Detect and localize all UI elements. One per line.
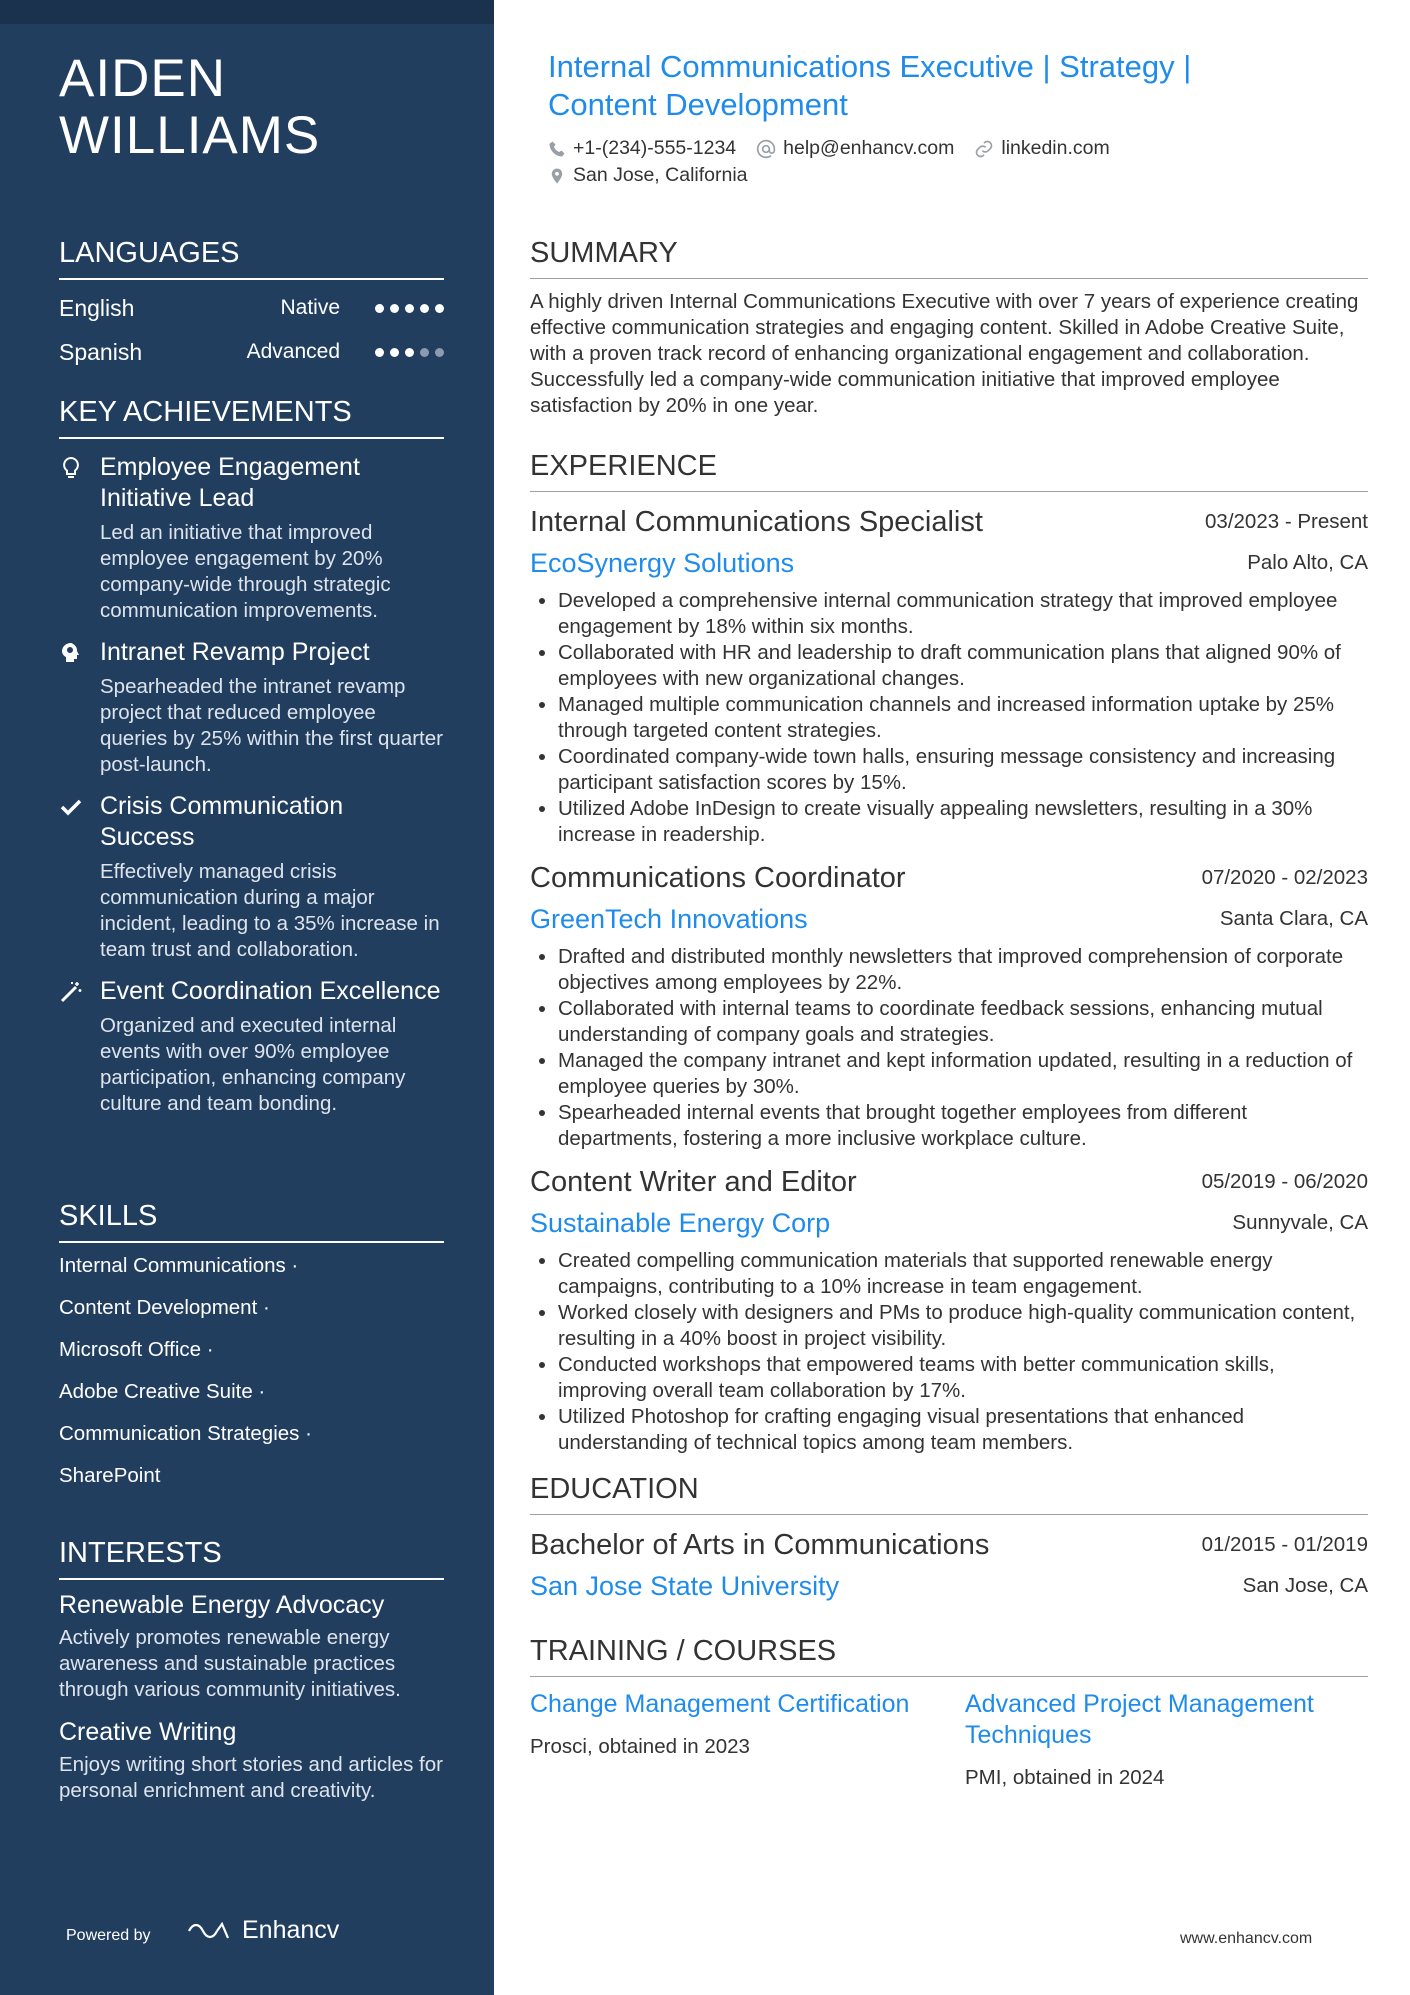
job-entry: [530, 504, 1368, 848]
training-heading: TRAINING / COURSES: [530, 1634, 1368, 1677]
job-title: Communications Coordinator: [530, 862, 906, 894]
languages-heading: LANGUAGES: [59, 236, 444, 280]
contact-location-row: [548, 164, 748, 187]
job-bullets: [530, 944, 1368, 1152]
experience-section: [530, 449, 1368, 1456]
education-section: [530, 1472, 1368, 1611]
language-level: Advanced: [246, 340, 340, 363]
job-dates: 05/2019 - 06/2020: [1201, 1170, 1368, 1193]
job-bullets: [530, 588, 1368, 848]
job-entry: [530, 1164, 1368, 1456]
last-name: WILLIAMS: [59, 106, 321, 165]
bullet-item: • Utilized Photoshop for crafting engaging visual presentations that enhanced understanding of technical topics among team members.: [558, 1404, 1368, 1456]
education-heading: EDUCATION: [530, 1472, 1368, 1515]
job-title: Content Writer and Editor: [530, 1166, 857, 1198]
achievement-item: [59, 637, 444, 778]
interest-title: Creative Writing: [59, 1718, 237, 1746]
dot-filled: [405, 304, 414, 313]
summary-text: A highly driven Internal Communications Executive with over 7 years of experience creating effective communication strategies and engaging content. Skilled in Adobe Creative Suite, with a proven track record of enhancing organizational engagement and collaboration. Successfully led a company-wide communication initiative that improved employee satisfaction by 20% in one year.: [530, 290, 1359, 417]
job-location: Santa Clara, CA: [1219, 907, 1368, 930]
course-provider: Prosci, obtained in 2023: [530, 1735, 750, 1758]
powered-by-label: Powered by: [66, 1927, 151, 1944]
at-icon: [756, 139, 776, 159]
skill-item: Microsoft Office ·: [59, 1338, 214, 1361]
dot-filled: [390, 304, 399, 313]
checkmark-icon: [59, 795, 83, 819]
contact-linkedin[interactable]: [974, 137, 1109, 160]
bullet-item: • Collaborated with HR and leadership to draft communication plans that aligned 90% of employees with new organizational changes.: [558, 640, 1368, 692]
bullet-item: • Collaborated with internal teams to coordinate feedback sessions, enhancing mutual understanding of company goals and strategies.: [558, 996, 1368, 1048]
achievement-title: Intranet Revamp Project: [100, 638, 370, 666]
brain-icon: [59, 641, 83, 665]
achievement-item: [59, 452, 444, 624]
job-company[interactable]: EcoSynergy Solutions: [530, 548, 795, 578]
headline: Internal Communications Executive | Strategy | Content Development: [548, 49, 1192, 122]
sidebar: [0, 0, 494, 1995]
school-location: San Jose, CA: [1242, 1574, 1368, 1597]
bullet-item: • Conducted workshops that empowered teams with better communication skills, improving overall team collaboration by 17%.: [558, 1352, 1368, 1404]
experience-heading: EXPERIENCE: [530, 449, 1368, 492]
location-pin-icon: [548, 166, 566, 186]
sidebar-top-band: [0, 0, 494, 24]
bullet-item: • Coordinated company-wide town halls, ensuring message consistency and increasing participant satisfaction scores by 15%.: [558, 744, 1368, 796]
dot-empty: [420, 348, 429, 357]
magic-wand-icon: [59, 980, 83, 1004]
contact-phone[interactable]: [548, 137, 736, 160]
interest-desc: Enjoys writing short stories and articles for personal enrichment and creativity.: [59, 1753, 443, 1802]
enhancv-logo-icon: [186, 1919, 232, 1943]
job-location: Palo Alto, CA: [1247, 551, 1368, 574]
proficiency-dots: [375, 332, 444, 372]
bullet-item: • Worked closely with designers and PMs to produce high-quality communication content, resulting in a 40% boost in project visibility.: [558, 1300, 1368, 1352]
skills-section: [59, 1199, 444, 1497]
degree: Bachelor of Arts in Communications: [530, 1529, 990, 1561]
job-location: Sunnyvale, CA: [1232, 1211, 1368, 1234]
enhancv-logo-text: Enhancv: [242, 1916, 340, 1944]
bullet-item: • Developed a comprehensive internal communication strategy that improved employee engagement by 18% within six months.: [558, 588, 1368, 640]
achievement-title: Event Coordination Excellence: [100, 977, 441, 1005]
course-title[interactable]: Change Management Certification: [530, 1690, 910, 1718]
summary-section: [530, 236, 1368, 419]
achievement-desc: Spearheaded the intranet revamp project that reduced employee queries by 25% within the first quarter post-launch.: [100, 675, 443, 776]
first-name: AIDEN: [59, 49, 226, 108]
job-entry: [530, 860, 1368, 1152]
job-dates: 03/2023 - Present: [1205, 510, 1368, 533]
enhancv-logo[interactable]: [186, 1916, 339, 1945]
contact-row: [548, 137, 1110, 160]
achievements-section: [59, 395, 444, 1117]
bullet-item: • Spearheaded internal events that brought together employees from different departments, fostering a more inclusive workplace culture.: [558, 1100, 1368, 1152]
linkedin-text: linkedin.com: [1001, 137, 1110, 159]
bullet-item: • Utilized Adobe InDesign to create visually appealing newsletters, resulting in a 30% increase in readership.: [558, 796, 1368, 848]
achievements-heading: KEY ACHIEVEMENTS: [59, 395, 444, 439]
dot-filled: [405, 348, 414, 357]
email-text: help@enhancv.com: [783, 137, 955, 159]
interests-heading: INTERESTS: [59, 1536, 444, 1580]
language-name: Spanish: [59, 339, 143, 365]
achievement-title: Crisis Communication Success: [100, 792, 344, 851]
interest-desc: Actively promotes renewable energy awareness and sustainable practices through various community initiatives.: [59, 1626, 401, 1701]
skills-heading: SKILLS: [59, 1199, 444, 1243]
phone-text: +1-(234)-555-1234: [573, 137, 737, 159]
school[interactable]: San Jose State University: [530, 1571, 840, 1601]
bullet-item: • Drafted and distributed monthly newsletters that improved comprehension of corporate objectives among employees by 22%.: [558, 944, 1368, 996]
interest-title: Renewable Energy Advocacy: [59, 1591, 385, 1619]
job-bullets: [530, 1248, 1368, 1456]
bullet-item: • Managed multiple communication channels and increased information uptake by 25% through targeted content strategies.: [558, 692, 1368, 744]
language-row: [59, 332, 444, 376]
dot-filled: [435, 304, 444, 313]
languages-section: [59, 236, 444, 376]
achievement-item: [59, 976, 444, 1117]
course-item: [965, 1689, 1368, 1791]
skill-item: Content Development ·: [59, 1296, 270, 1319]
interests-section: [59, 1536, 444, 1804]
candidate-name: [59, 50, 320, 164]
achievement-title: Employee Engagement Initiative Lead: [100, 453, 360, 512]
dot-filled: [420, 304, 429, 313]
bullet-item: • Managed the company intranet and kept information updated, resulting in a reduction of employee queries by 30%.: [558, 1048, 1368, 1100]
language-name: English: [59, 295, 135, 321]
proficiency-dots: [375, 288, 444, 328]
job-dates: 07/2020 - 02/2023: [1201, 866, 1368, 889]
link-icon: [974, 139, 994, 159]
education-entry: [530, 1527, 1368, 1611]
course-item: [530, 1689, 965, 1791]
achievement-item: [59, 791, 444, 963]
skill-item: Communication Strategies ·: [59, 1422, 312, 1445]
phone-icon: [548, 140, 566, 158]
skill-item: SharePoint: [59, 1464, 161, 1487]
education-dates: 01/2015 - 01/2019: [1201, 1533, 1368, 1556]
language-level: Native: [280, 296, 340, 319]
achievement-desc: Organized and executed internal events with over 90% employee participation, enhancing company culture and team bonding.: [100, 1014, 406, 1115]
contact-email[interactable]: [756, 137, 954, 160]
job-company[interactable]: Sustainable Energy Corp: [530, 1208, 831, 1238]
achievement-desc: Effectively managed crisis communication during a major incident, leading to a 35% increase in team trust and collaboration.: [100, 860, 440, 961]
training-section: [530, 1634, 1368, 1791]
skill-item: Internal Communications ·: [59, 1254, 299, 1277]
location-text: San Jose, California: [573, 164, 748, 186]
lightbulb-icon: [59, 456, 83, 480]
job-title: Internal Communications Specialist: [530, 506, 983, 538]
language-row: [59, 288, 444, 332]
dot-empty: [435, 348, 444, 357]
course-title[interactable]: Advanced Project Management Techniques: [965, 1690, 1314, 1749]
job-company[interactable]: GreenTech Innovations: [530, 904, 808, 934]
skill-item: Adobe Creative Suite ·: [59, 1380, 266, 1403]
dot-filled: [390, 348, 399, 357]
achievement-desc: Led an initiative that improved employee engagement by 20% company-wide through strategic communication improvements.: [100, 521, 391, 622]
course-provider: PMI, obtained in 2024: [965, 1766, 1165, 1789]
footer-website[interactable]: www.enhancv.com: [1180, 1930, 1313, 1947]
dot-filled: [375, 348, 384, 357]
bullet-item: • Created compelling communication materials that supported renewable energy campaigns, contributing to a 10% increase in team engagement.: [558, 1248, 1368, 1300]
dot-filled: [375, 304, 384, 313]
summary-heading: SUMMARY: [530, 236, 1368, 279]
contact-location: [548, 164, 748, 187]
